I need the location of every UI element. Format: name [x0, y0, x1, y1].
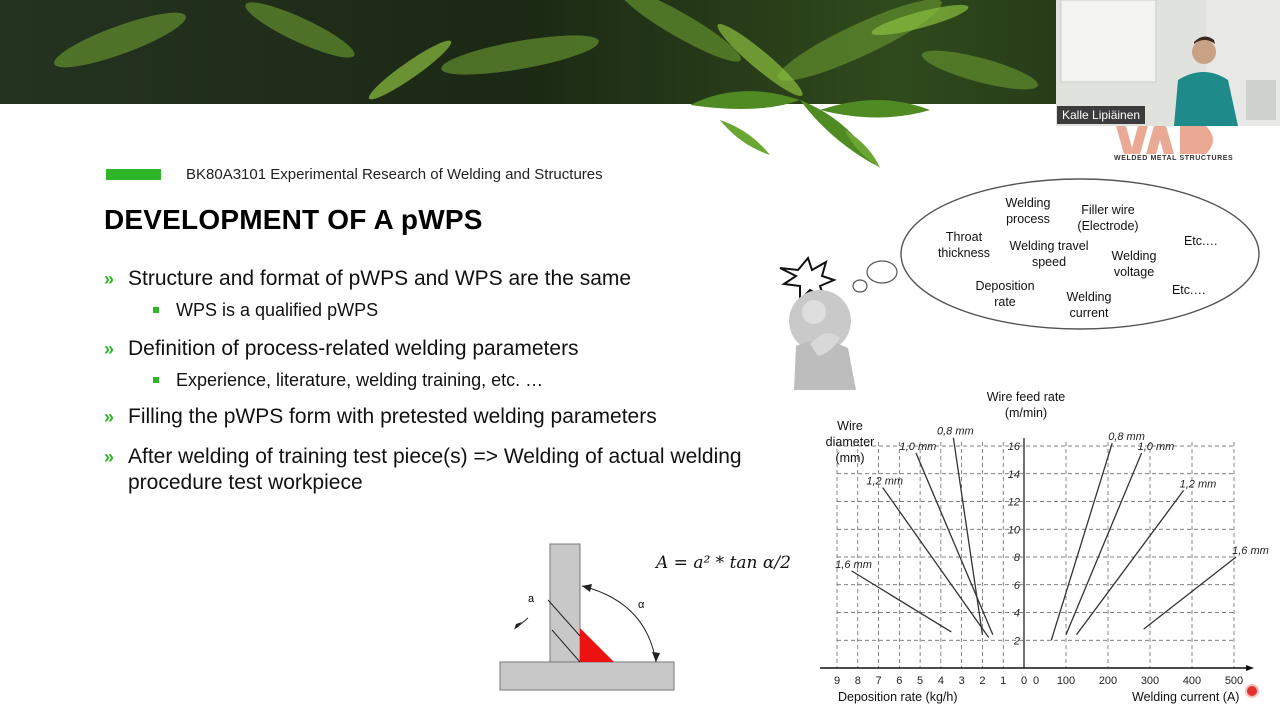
x-left-tick-label: 6 — [896, 675, 903, 687]
series-label-right: 1,2 mm — [1179, 478, 1217, 491]
bullet-item: » After welding of training test piece(s) => Welding of actual welding procedure test workpiece — [104, 445, 742, 494]
chart-y-title: Wire feed rate (m/min) — [986, 390, 1066, 420]
bubble-travel-speed: Welding travel speed — [1009, 239, 1089, 269]
series-line-right — [1077, 490, 1184, 634]
x-left-tick-label: 9 — [833, 675, 841, 687]
square-bullet-icon — [153, 307, 159, 313]
label-alpha: α — [638, 599, 645, 611]
bubble-welding-voltage: Welding voltage — [1111, 249, 1157, 279]
chart-x-left-title: Deposition rate (kg/h) — [838, 690, 958, 704]
bubble-throat-thickness: Throat thickness — [937, 230, 991, 260]
x-right-tick-label: 100 — [1056, 675, 1076, 687]
series-line-left — [852, 571, 952, 632]
x-right-tick-label: 0 — [1032, 675, 1040, 687]
x-right-tick-label: 500 — [1224, 675, 1244, 687]
series-line-left — [883, 488, 989, 638]
sub-bullet-item: WPS is a qualified pWPS — [104, 298, 754, 322]
series-line-left — [916, 453, 993, 635]
y-tick-label: 6 — [1013, 579, 1020, 592]
x-left-tick-label: 0 — [1020, 675, 1028, 687]
area-formula: A = a² * tan α/2 — [656, 553, 791, 573]
y-tick-label: 12 — [1007, 496, 1020, 509]
double-chevron-icon: » — [104, 339, 110, 359]
x-right-tick-label: 200 — [1098, 675, 1118, 687]
series-label-left: 0,8 mm — [937, 425, 974, 438]
series-label-left: 1,2 mm — [866, 475, 904, 488]
bubble-welding-current: Welding current — [1066, 290, 1112, 320]
series-label-right: 1,6 mm — [1232, 545, 1269, 557]
course-title: BK80A3101 Experimental Research of Welding and Structures — [186, 166, 603, 183]
y-tick-label: 14 — [1007, 468, 1020, 481]
course-accent-bar — [106, 169, 161, 180]
x-left-tick-label: 1 — [1000, 675, 1007, 687]
sub-bullet-item: Experience, literature, welding training, etc. … — [104, 368, 754, 392]
y-tick-label: 10 — [1007, 524, 1020, 537]
x-left-tick-label: 7 — [875, 675, 882, 687]
y-tick-label: 4 — [1013, 607, 1020, 620]
series-label-left: 1,0 mm — [899, 440, 937, 453]
fern-leaf-decoration — [680, 60, 940, 170]
x-left-tick-label: 4 — [937, 675, 944, 687]
webcam-name-label: Kalle Lipiäinen — [1057, 106, 1145, 124]
slide-title: DEVELOPMENT OF A pWPS — [104, 204, 483, 235]
label-a: a — [528, 593, 535, 605]
x-axis-arrow — [1246, 665, 1254, 671]
y-tick-label: 16 — [1007, 441, 1020, 453]
series-line-right — [1051, 443, 1112, 640]
series-line-left — [953, 438, 982, 635]
y-tick-label: 8 — [1013, 552, 1020, 564]
x-left-tick-label: 2 — [979, 675, 986, 687]
double-chevron-icon: » — [104, 447, 110, 467]
x-left-tick-label: 3 — [958, 675, 965, 687]
bullet-item: » Structure and format of pWPS and WPS are the same — [104, 267, 632, 290]
double-chevron-icon: » — [104, 269, 110, 289]
chart-wire-diameter-label: Wire diameter (mm) — [825, 419, 875, 465]
thinking-figure-icon — [780, 258, 856, 390]
bubble-etc-1: Etc.… — [1183, 234, 1219, 248]
bubble-etc-2: Etc.… — [1171, 283, 1207, 297]
bubble-welding-process: Welding process — [1005, 196, 1051, 226]
series-line-right — [1144, 557, 1236, 629]
square-bullet-icon — [153, 377, 159, 383]
bullet-item: » Filling the pWPS form with pretested welding parameters — [104, 405, 657, 428]
bubble-filler-wire: Filler wire (Electrode) — [1077, 203, 1139, 233]
chart-x-right-title: Welding current (A) — [1132, 690, 1240, 704]
y-tick-label: 2 — [1013, 635, 1020, 648]
series-label-right: 1,0 mm — [1137, 440, 1175, 453]
x-left-tick-label: 8 — [854, 675, 861, 687]
bubble-deposition-rate: Deposition rate — [975, 279, 1035, 309]
recording-indicator-icon — [1245, 684, 1259, 698]
logo-text: WELDED METAL STRUCTURES — [1114, 155, 1234, 162]
series-line-right — [1066, 453, 1142, 635]
bullet-item: » Definition of process-related welding parameters — [104, 337, 579, 360]
x-right-tick-label: 400 — [1182, 675, 1202, 687]
double-chevron-icon: » — [104, 407, 110, 427]
x-left-tick-label: 5 — [917, 675, 924, 687]
series-label-right: 0,8 mm — [1108, 431, 1145, 444]
bullet-list — [104, 266, 754, 496]
series-label-left: 1,6 mm — [835, 558, 872, 571]
fillet-weld-diagram — [496, 540, 682, 696]
x-right-tick-label: 300 — [1140, 675, 1160, 687]
